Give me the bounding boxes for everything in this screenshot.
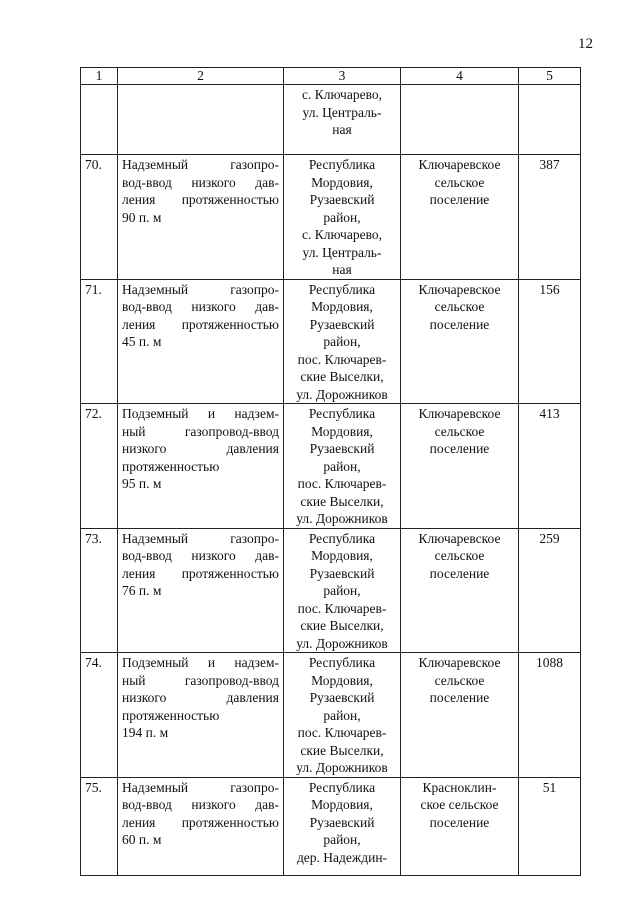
table-row xyxy=(81,279,581,404)
location-line: район, xyxy=(323,583,361,598)
settlement-line: Ключаревское xyxy=(418,655,501,670)
cell-name xyxy=(118,777,284,875)
column-header-1: 1 xyxy=(81,68,118,85)
cell-length xyxy=(519,155,581,280)
location-line: ул. Дорожников xyxy=(296,635,388,651)
location-line: Мордовия, xyxy=(311,299,373,314)
settlement-line: Ключаревское xyxy=(418,406,501,421)
name-line: 76 п. м xyxy=(122,583,162,598)
location-line: ские Выселки, xyxy=(300,369,384,384)
gas-pipeline-table xyxy=(80,67,581,876)
name-line: ления протяженностью xyxy=(122,192,279,207)
cell-location xyxy=(284,85,401,155)
name-line: низкого давления xyxy=(122,690,279,705)
location-line: ная xyxy=(332,262,352,277)
cell-settlement xyxy=(401,528,519,653)
cell-settlement xyxy=(401,777,519,875)
location-line: дер. Надеждин- xyxy=(296,849,388,865)
name-line: протяженностью xyxy=(122,458,220,474)
settlement-line: ское сельское xyxy=(420,797,499,812)
cell-name xyxy=(118,85,284,155)
settlement-line: поселение xyxy=(429,565,490,581)
cell-name xyxy=(118,279,284,404)
cell-settlement xyxy=(401,155,519,280)
location-line: Республика xyxy=(308,655,376,670)
cell-length xyxy=(519,528,581,653)
name-line: 45 п. м xyxy=(122,334,162,349)
cell-length xyxy=(519,653,581,778)
name-line: вод-ввод низкого дав- xyxy=(122,299,279,314)
page-number: 12 xyxy=(578,36,593,52)
location-line: пос. Ключарев- xyxy=(297,600,387,616)
location-line: Республика xyxy=(308,406,376,421)
settlement-line: сельское xyxy=(434,548,485,563)
location-line: ские Выселки, xyxy=(300,618,384,633)
location-line: ские Выселки, xyxy=(300,742,384,758)
location-line: Республика xyxy=(308,281,376,297)
cell-location xyxy=(284,777,401,875)
table-header-row xyxy=(81,68,581,85)
column-header-5: 5 xyxy=(519,68,581,85)
name-line: ления протяженностью xyxy=(122,814,279,830)
row-number: 70. xyxy=(85,157,102,172)
cell-length xyxy=(519,777,581,875)
name-line: протяженностью xyxy=(122,707,220,723)
settlement-line: сельское xyxy=(434,174,485,190)
table-row xyxy=(81,777,581,875)
cell-num xyxy=(81,404,118,529)
location-line: Республика xyxy=(308,530,376,546)
cell-location xyxy=(284,155,401,280)
length-value: 413 xyxy=(539,406,560,421)
length-value: 1088 xyxy=(536,655,563,670)
location-line: ул. Централь- xyxy=(302,244,382,260)
settlement-line: Ключаревское xyxy=(418,530,501,546)
location-line: Мордовия, xyxy=(311,423,373,439)
cell-location xyxy=(284,279,401,404)
settlement-line: поселение xyxy=(429,690,490,705)
location-line: Рузаевский xyxy=(309,441,375,456)
cell-settlement xyxy=(401,404,519,529)
cell-location xyxy=(284,404,401,529)
name-line: Подземный и надзем- xyxy=(122,655,279,670)
cell-settlement xyxy=(401,85,519,155)
column-header-4: 4 xyxy=(401,68,519,85)
settlement-line: сельское xyxy=(434,299,485,314)
cell-num xyxy=(81,777,118,875)
location-line: ул. Централь- xyxy=(302,104,382,120)
row-number: 73. xyxy=(85,530,102,546)
settlement-line: сельское xyxy=(434,423,485,439)
settlement-line: сельское xyxy=(434,672,485,688)
table-row xyxy=(81,404,581,529)
cell-length xyxy=(519,279,581,404)
cell-location xyxy=(284,653,401,778)
location-line: ские Выселки, xyxy=(300,493,384,509)
cell-name xyxy=(118,528,284,653)
location-line: пос. Ключарев- xyxy=(297,725,387,740)
table-row xyxy=(81,653,581,778)
location-line: Республика xyxy=(308,779,376,795)
name-line: низкого давления xyxy=(122,441,279,456)
location-line: ная xyxy=(332,122,352,137)
name-line: Надземный газопро- xyxy=(122,281,279,297)
location-line: Мордовия, xyxy=(311,672,373,688)
cell-name xyxy=(118,404,284,529)
name-line: Надземный газопро- xyxy=(122,779,279,795)
name-line: вод-ввод низкого дав- xyxy=(122,548,279,563)
name-line: Надземный газопро- xyxy=(122,157,279,172)
location-line: с. Ключарево, xyxy=(302,87,382,102)
name-line: ный газопровод-ввод xyxy=(122,672,279,688)
location-line: ул. Дорожников xyxy=(296,386,388,402)
length-value: 156 xyxy=(539,281,560,297)
row-number: 75. xyxy=(85,779,102,795)
name-line: ления протяженностью xyxy=(122,565,279,581)
location-line: район, xyxy=(323,209,361,225)
length-value: 259 xyxy=(539,530,560,546)
continuation-row xyxy=(81,85,581,155)
location-line: Мордовия, xyxy=(311,548,373,563)
location-line: с. Ключарево, xyxy=(302,227,382,242)
length-value: 387 xyxy=(539,157,560,172)
name-line: 95 п. м xyxy=(122,476,162,491)
location-line: Рузаевский xyxy=(309,192,375,207)
name-line: вод-ввод низкого дав- xyxy=(122,797,279,812)
cell-name xyxy=(118,155,284,280)
settlement-line: Красноклин- xyxy=(422,779,497,795)
location-line: ул. Дорожников xyxy=(296,511,388,526)
settlement-line: поселение xyxy=(429,441,490,456)
name-line: 90 п. м xyxy=(122,209,162,225)
cell-num xyxy=(81,279,118,404)
name-line: ления протяженностью xyxy=(122,316,279,332)
row-number: 74. xyxy=(85,655,102,670)
settlement-line: поселение xyxy=(429,814,490,830)
cell-num xyxy=(81,528,118,653)
column-header-2: 2 xyxy=(118,68,284,85)
location-line: пос. Ключарев- xyxy=(297,351,387,367)
location-line: Рузаевский xyxy=(309,316,375,332)
location-line: Рузаевский xyxy=(309,690,375,705)
length-value: 51 xyxy=(542,779,557,795)
cell-settlement xyxy=(401,653,519,778)
cell-num xyxy=(81,155,118,280)
row-number: 71. xyxy=(85,281,102,297)
location-line: район, xyxy=(323,458,361,474)
table-row xyxy=(81,155,581,280)
location-line: Республика xyxy=(308,157,376,172)
settlement-line: поселение xyxy=(429,316,490,332)
name-line: вод-ввод низкого дав- xyxy=(122,174,279,190)
table-row xyxy=(81,528,581,653)
location-line: ул. Дорожников xyxy=(296,760,388,775)
settlement-line: Ключаревское xyxy=(418,157,501,172)
cell-settlement xyxy=(401,279,519,404)
cell-length xyxy=(519,404,581,529)
cell-length xyxy=(519,85,581,155)
name-line: Надземный газопро- xyxy=(122,530,279,546)
location-line: Мордовия, xyxy=(311,174,373,190)
location-line: Рузаевский xyxy=(309,814,375,830)
cell-num xyxy=(81,653,118,778)
location-line: пос. Ключарев- xyxy=(297,476,387,491)
column-header-3: 3 xyxy=(284,68,401,85)
name-line: 60 п. м xyxy=(122,832,162,847)
location-line: район, xyxy=(323,334,361,349)
cell-location xyxy=(284,528,401,653)
settlement-line: Ключаревское xyxy=(418,281,501,297)
location-line: район, xyxy=(323,832,361,847)
name-line: Подземный и надзем- xyxy=(122,406,279,421)
settlement-line: поселение xyxy=(429,192,490,207)
cell-name xyxy=(118,653,284,778)
location-line: район, xyxy=(323,707,361,723)
name-line: ный газопровод-ввод xyxy=(122,423,279,439)
row-number: 72. xyxy=(85,406,102,421)
cell-num xyxy=(81,85,118,155)
location-line: Рузаевский xyxy=(309,565,375,581)
location-line: Мордовия, xyxy=(311,797,373,812)
name-line: 194 п. м xyxy=(122,725,169,740)
